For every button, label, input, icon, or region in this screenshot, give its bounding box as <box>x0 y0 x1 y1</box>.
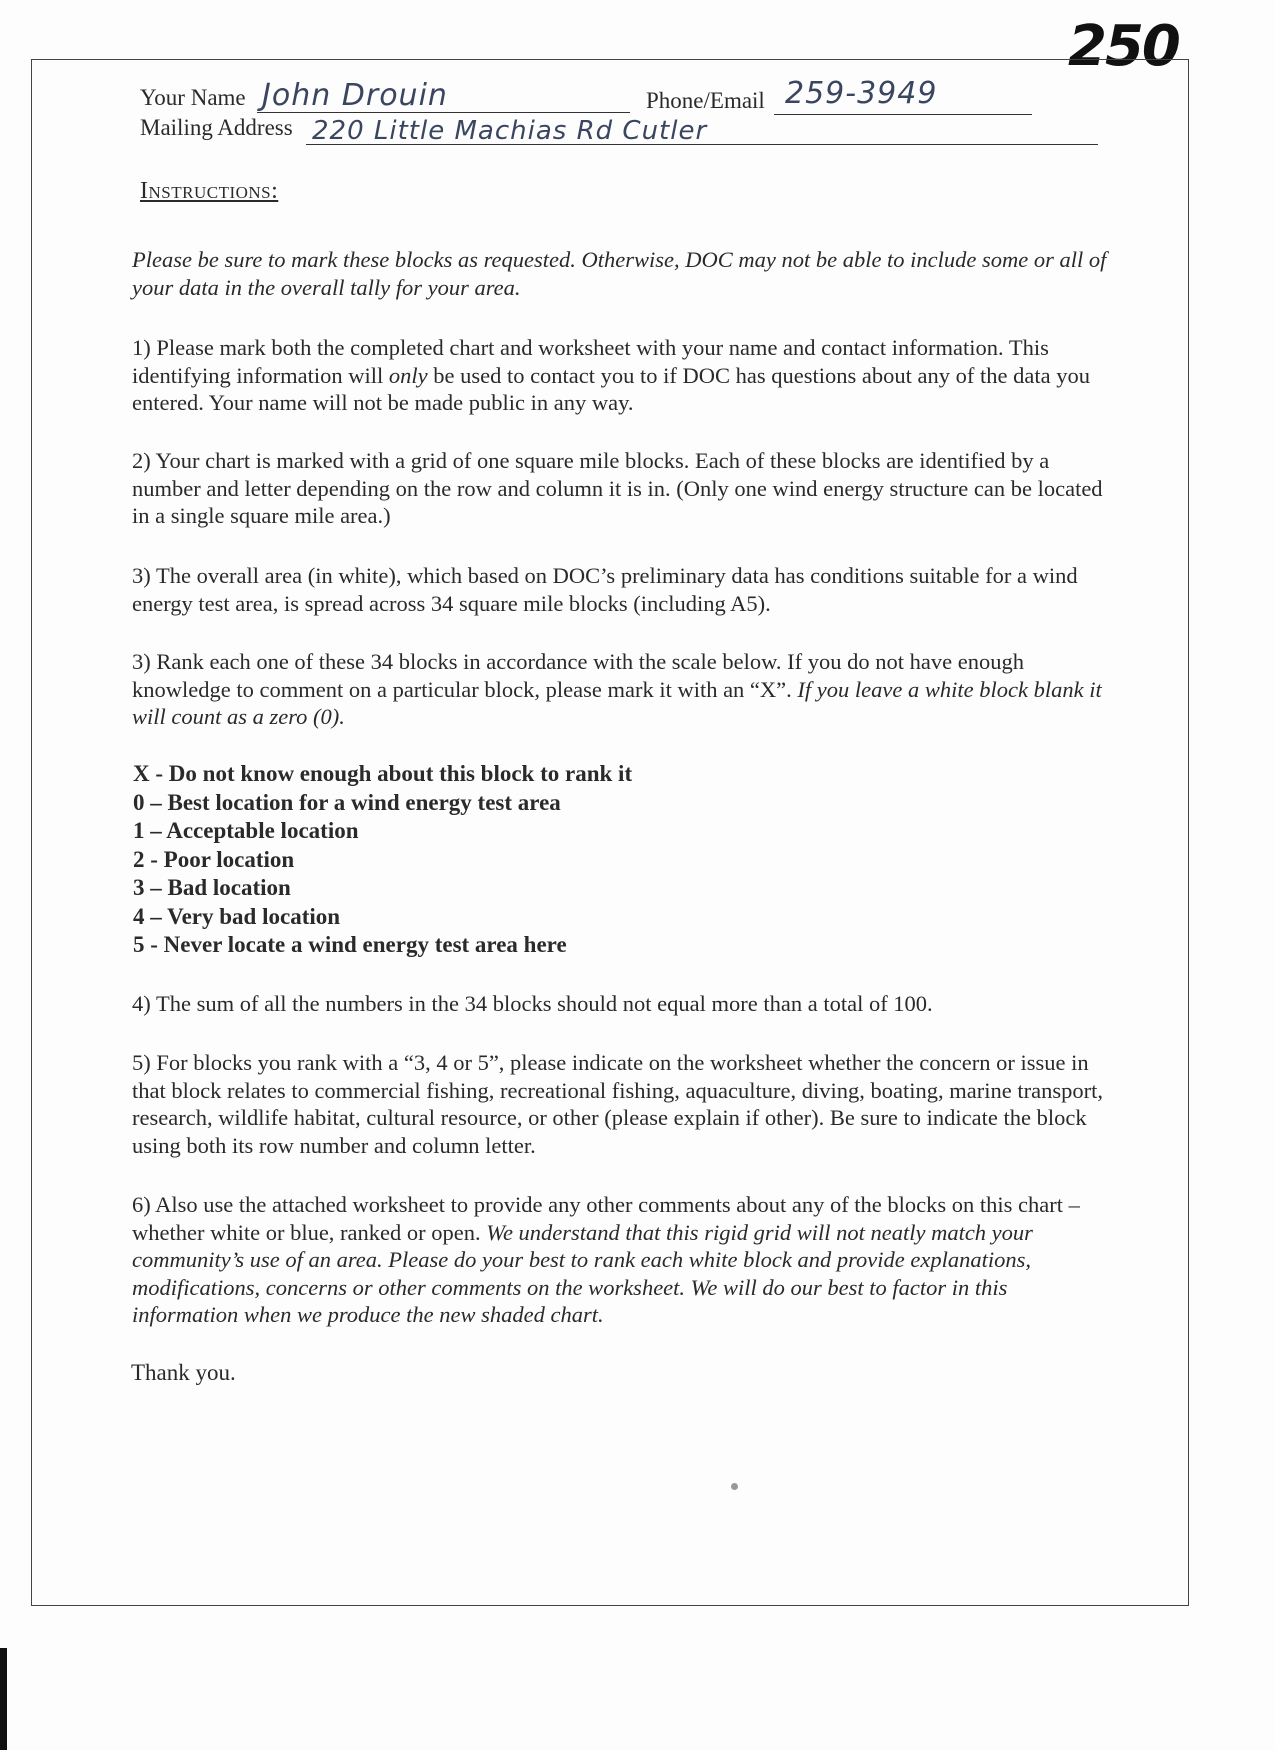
scan-smudge <box>731 1483 738 1490</box>
phone-value[interactable]: 259-3949 <box>785 76 938 111</box>
scale-item-4: 4 – Very bad location <box>133 903 341 929</box>
item-3-paragraph: 3) The overall area (in white), which based on DOC’s preliminary data has conditions suitable for a wind energy test area, is spread across 34 square mile blocks (including A5). <box>132 563 1078 616</box>
name-value[interactable]: John Drouin <box>262 78 448 113</box>
item-4-paragraph: 4) The sum of all the numbers in the 34 blocks should not equal more than a total of 100. <box>132 991 933 1016</box>
scale-item-1: 1 – Acceptable location <box>133 818 359 843</box>
item-6-paragraph: 6) Also use the attached worksheet to provide any other comments about any of the blocks on this chart – whether white or blue, ranked or open. We understand that this rigid grid will not neatly match your community’s use of an area. Please do your best to rank each white block and provide explanations, modifications, concerns or other comments on the worksheet. We will do our best to factor in this information when we produce the new shaded chart. <box>132 1192 1080 1327</box>
item-5-paragraph: 5) For blocks you rank with a “3, 4 or 5”, please indicate on the worksheet whether the concern or issue in that block relates to commercial fishing, recreational fishing, aquaculture, diving, boating, marine transport, research, wildlife habitat, cultural resource, or other (please explain if other). Be sure to indicate the block using both its row number and column letter. <box>132 1050 1103 1158</box>
address-value[interactable]: 220 Little Machias Rd Cutler <box>312 116 708 146</box>
scale-item-0: 0 – Best location for a wind energy test area <box>133 789 561 815</box>
instructions-heading: Instructions: <box>140 178 279 204</box>
scale-item-5: 5 - Never locate a wind energy test area here <box>133 932 567 957</box>
scan-edge-bar <box>0 1648 7 1750</box>
name-label: Your Name <box>140 85 246 110</box>
item-2-paragraph: 2) Your chart is marked with a grid of one square mile blocks. Each of these blocks are identified by a number and letter depending on the row and column it is in. (Only one wind energy structure can be located in a single square mile area.) <box>132 448 1103 528</box>
ranking-scale-list <box>133 760 632 960</box>
handwritten-page-number: 250 <box>1068 14 1179 79</box>
scale-item-2: 2 - Poor location <box>133 846 295 872</box>
scale-item-x: X - Do not know enough about this block to rank it <box>133 761 633 786</box>
intro-paragraph: Please be sure to mark these blocks as requested. Otherwise, DOC may not be able to include some or all of your data in the overall tally for your area. <box>132 247 1107 300</box>
phone-label: Phone/Email <box>646 88 765 113</box>
address-label: Mailing Address <box>140 115 293 140</box>
closing-text: Thank you. <box>131 1360 236 1385</box>
scale-item-3: 3 – Bad location <box>133 875 291 900</box>
item-3b-paragraph: 3) Rank each one of these 34 blocks in accordance with the scale below. If you do not have enough knowledge to comment on a particular block, please mark it with an “X”. If you leave a white block blank it will count as a zero (0). <box>132 649 1102 729</box>
item-1-paragraph: 1) Please mark both the completed chart and worksheet with your name and contact information. This identifying information will only be used to contact you to if DOC has questions about any of the data you entered. Your name will not be made public in any way. <box>132 335 1090 415</box>
